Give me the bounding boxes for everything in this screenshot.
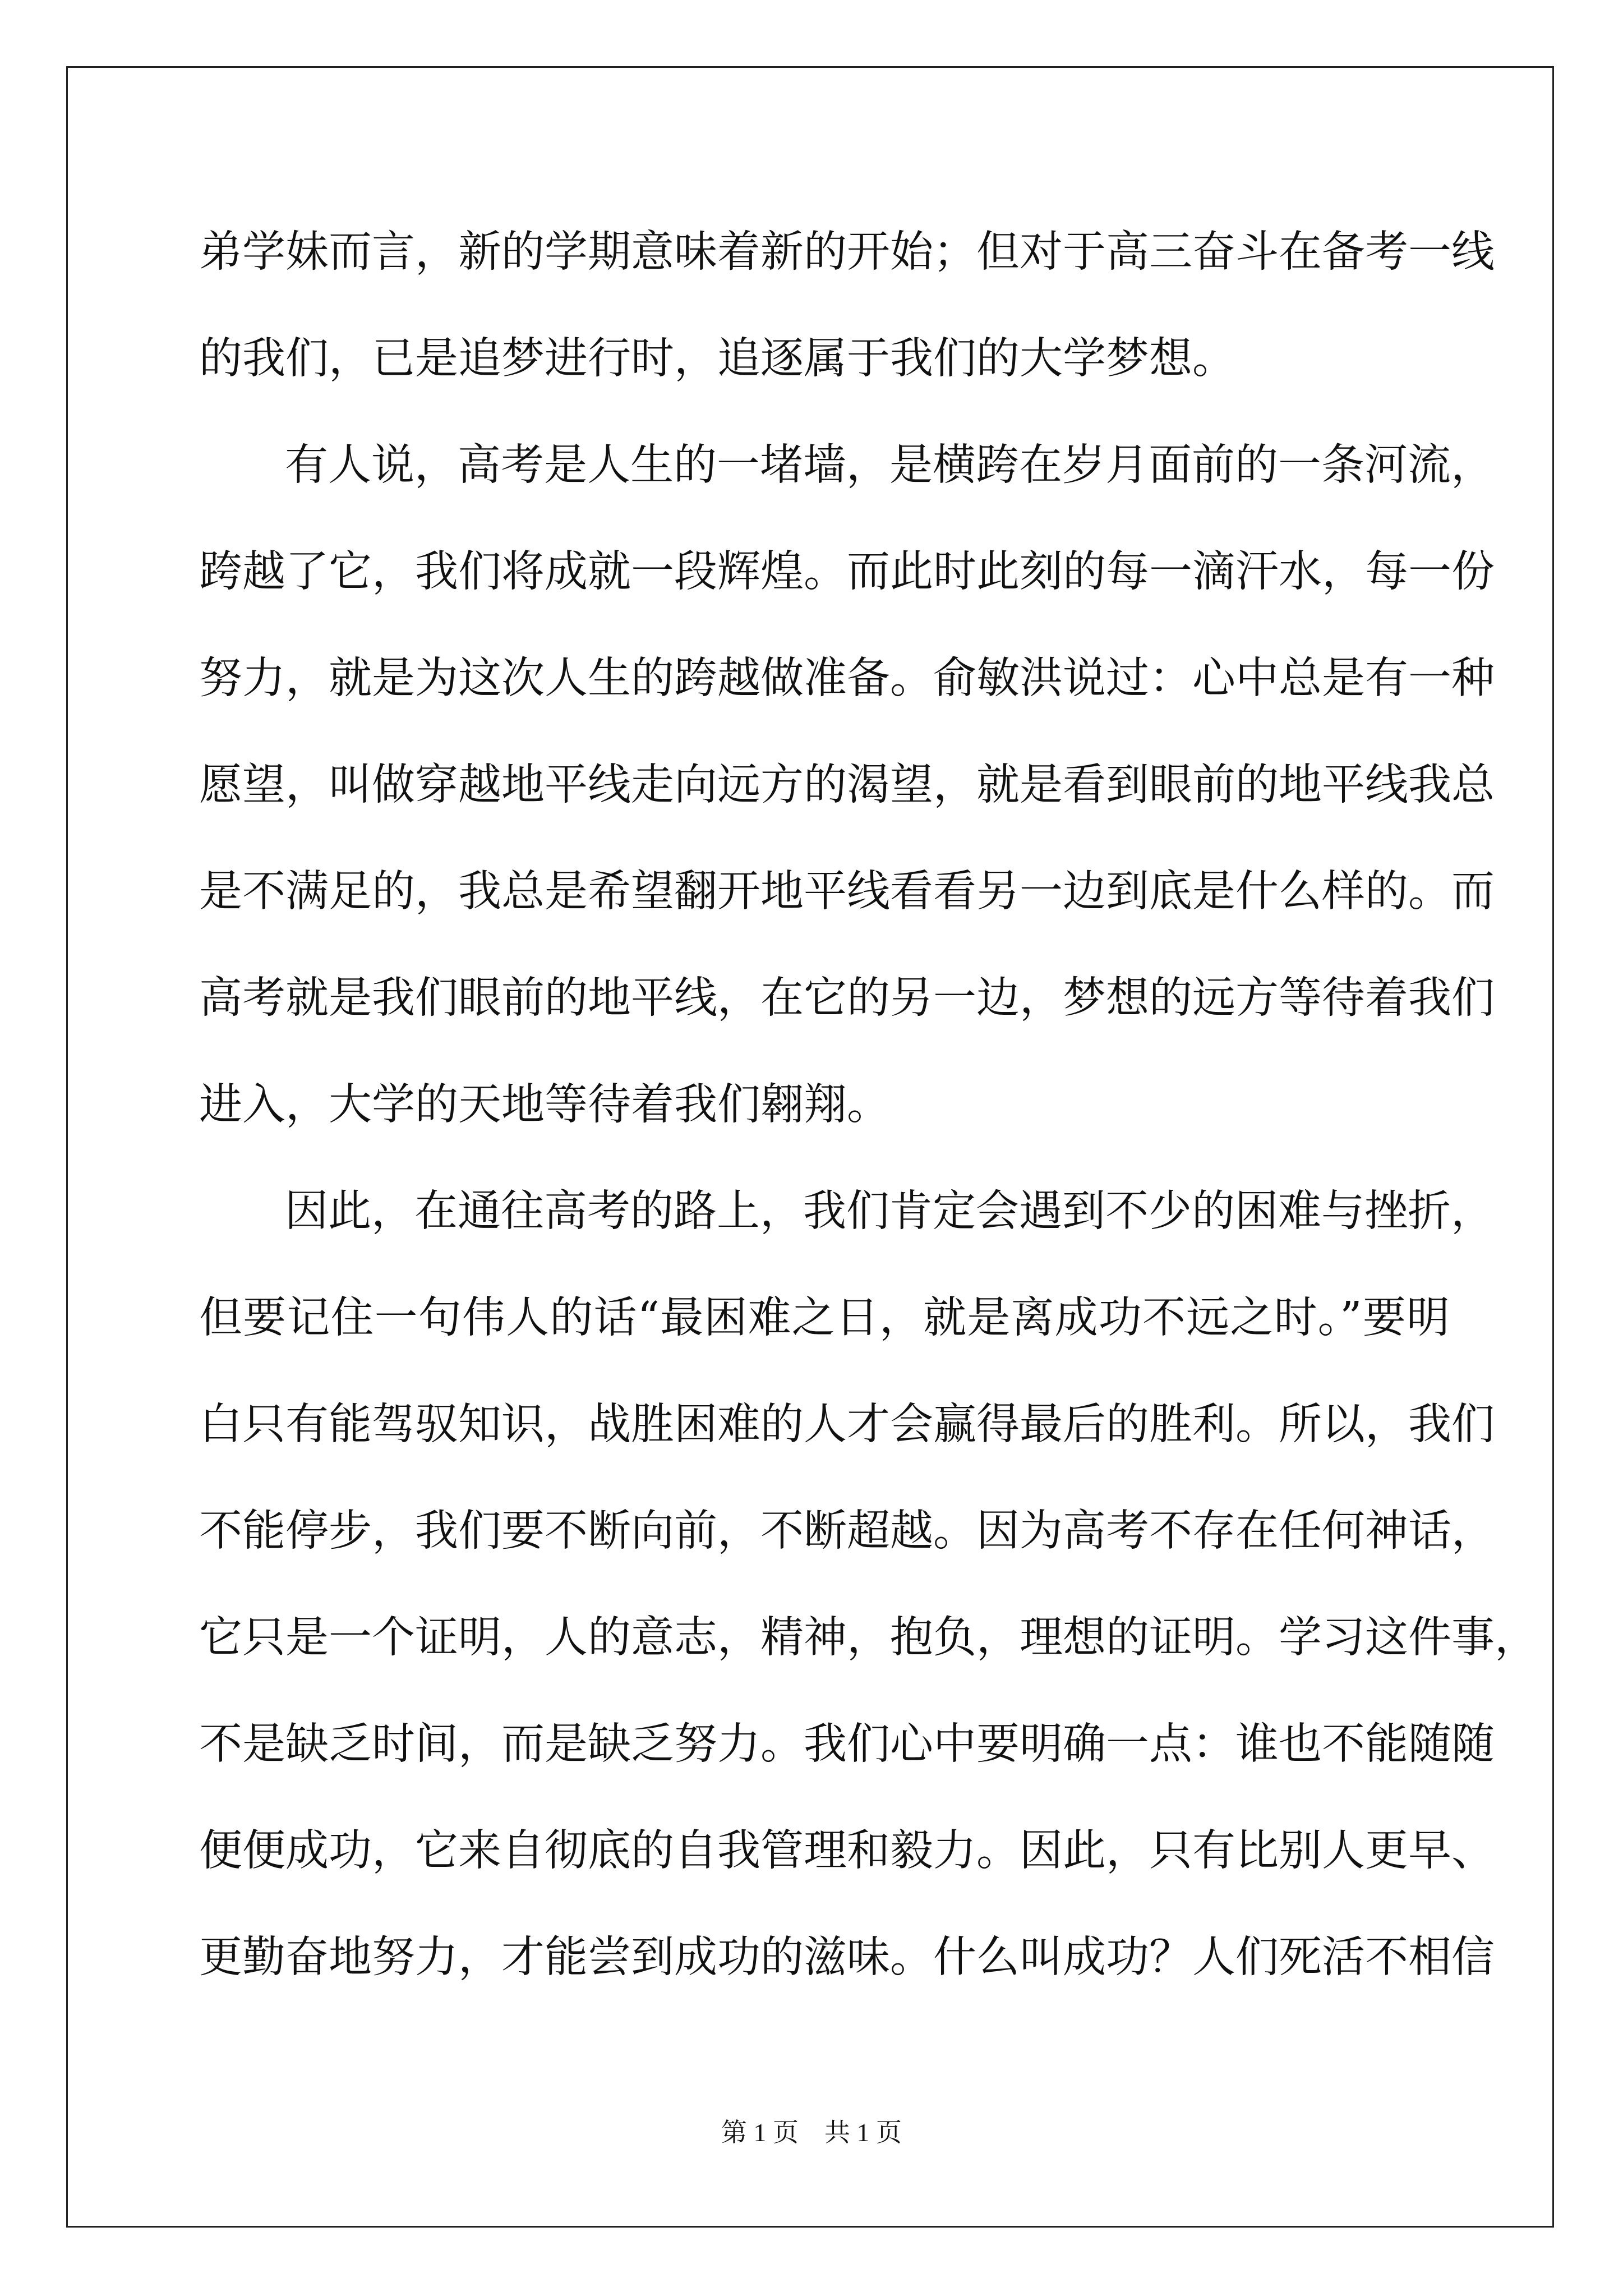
- text-line: 不是缺乏时间，而是缺乏努力。我们心中要明确一点：谁也不能随随: [199, 1719, 1495, 1769]
- text-line: 白只有能驾驭知识，战胜困难的人才会赢得最后的胜利。所以，我们: [199, 1400, 1495, 1450]
- text-line: 但要记住一句伟人的话“最困难之日，就是离成功不远之时。”要明: [199, 1293, 1450, 1343]
- page-number: 第 1 页: [721, 2118, 799, 2147]
- text-line: 的我们，已是追梦进行时，追逐属于我们的大学梦想。: [199, 334, 1235, 384]
- page-footer: [0, 2112, 1623, 2149]
- text-line: 愿望，叫做穿越地平线走向远方的渴望，就是看到眼前的地平线我总: [199, 760, 1495, 810]
- page-total: 共 1 页: [824, 2118, 902, 2147]
- text-line: 跨越了它，我们将成就一段辉煌。而此时此刻的每一滴汗水，每一份: [199, 547, 1495, 597]
- text-line: 它只是一个证明，人的意志，精神，抱负，理想的证明。学习这件事，: [199, 1613, 1538, 1663]
- text-line-paragraph-start: 因此，在通往高考的路上，我们肯定会遇到不少的困难与挫折，: [285, 1186, 1494, 1236]
- document-body: [199, 222, 1538, 2033]
- text-line: 努力，就是为这次人生的跨越做准备。俞敏洪说过：心中总是有一种: [199, 654, 1495, 703]
- text-line: 高考就是我们眼前的地平线，在它的另一边，梦想的远方等待着我们: [199, 973, 1495, 1023]
- text-line: 便便成功，它来自彻底的自我管理和毅力。因此，只有比别人更早、: [199, 1826, 1495, 1876]
- text-line: 更勤奋地努力，才能尝到成功的滋味。什么叫成功？人们死活不相信: [199, 1932, 1495, 1982]
- text-line: 进入，大学的天地等待着我们翱翔。: [199, 1080, 890, 1130]
- text-line: 是不满足的，我总是希望翻开地平线看看另一边到底是什么样的。而: [199, 867, 1495, 917]
- text-line-paragraph-start: 有人说，高考是人生的一堵墙，是横跨在岁月面前的一条河流，: [285, 440, 1494, 490]
- text-line: 弟学妹而言，新的学期意味着新的开始；但对于高三奋斗在备考一线: [199, 227, 1495, 277]
- text-line: 不能停步，我们要不断向前，不断超越。因为高考不存在任何神话，: [199, 1506, 1495, 1556]
